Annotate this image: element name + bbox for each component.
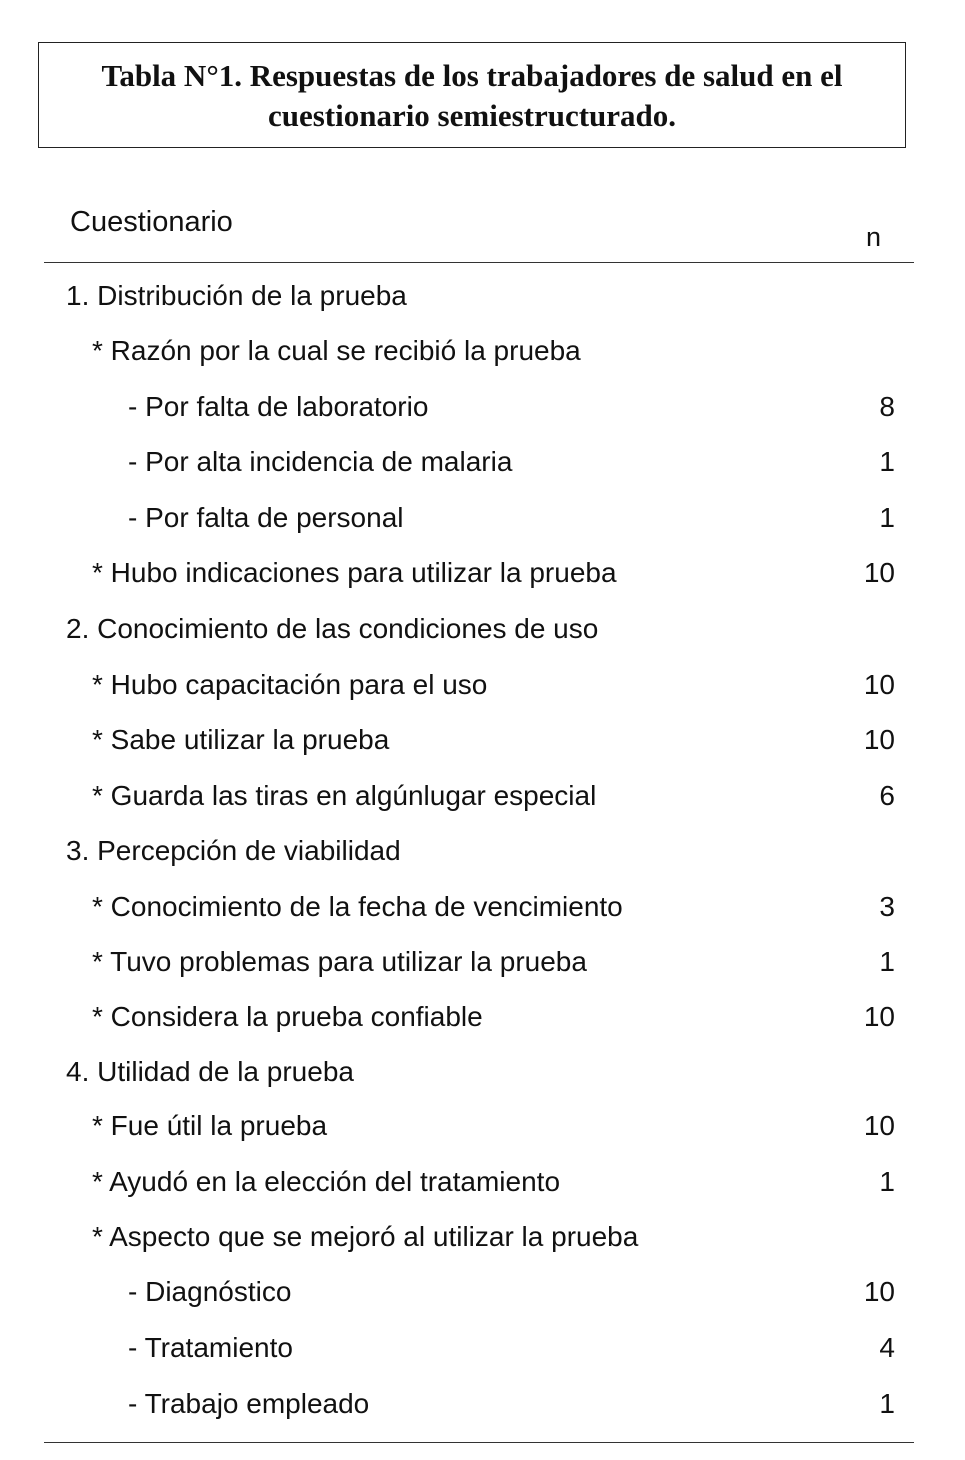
table-row <box>0 776 965 816</box>
table-row <box>0 387 965 427</box>
row-label: * Conocimiento de la fecha de vencimiento <box>92 891 623 922</box>
row-value: 1 <box>879 1388 895 1419</box>
row-label: * Considera la prueba confiable <box>92 1001 483 1032</box>
row-label: - Por alta incidencia de malaria <box>128 446 513 477</box>
table-bottom-rule <box>44 1442 914 1443</box>
table-row <box>0 1272 965 1312</box>
row-label: 2. Conocimiento de las condiciones de uso <box>66 613 599 644</box>
row-label: - Por falta de laboratorio <box>128 391 429 422</box>
table-row <box>0 1162 965 1202</box>
row-value: 10 <box>863 1001 895 1032</box>
row-label: * Aspecto que se mejoró al utilizar la prueba <box>92 1221 639 1252</box>
row-value: 1 <box>879 446 895 477</box>
row-label: - Trabajo empleado <box>128 1388 370 1419</box>
table-row <box>0 1106 965 1146</box>
table-title-line-1: Tabla N°1. Respuestas de los trabajadores de salud en el <box>101 58 843 93</box>
column-header-cuestionario: Cuestionario <box>70 206 233 238</box>
row-label: * Hubo capacitación para el uso <box>92 669 488 700</box>
row-label: * Ayudó en la elección del tratamiento <box>92 1166 561 1197</box>
table-row <box>0 442 965 482</box>
table-row <box>0 331 965 371</box>
table-title-box <box>38 42 906 148</box>
row-label: - Por falta de personal <box>128 502 404 533</box>
table-row <box>0 1217 965 1257</box>
row-value: 4 <box>879 1332 895 1363</box>
section-row-distribucion <box>0 276 965 316</box>
table-row <box>0 997 965 1037</box>
row-value: 6 <box>879 780 895 811</box>
table-row <box>0 553 965 593</box>
row-label: * Guarda las tiras en algúnlugar especial <box>92 780 597 811</box>
row-value: 10 <box>863 1276 895 1307</box>
row-value: 10 <box>863 1110 895 1141</box>
row-label: * Tuvo problemas para utilizar la prueba <box>92 946 587 977</box>
table-top-rule <box>44 262 914 263</box>
row-label: - Tratamiento <box>128 1332 293 1363</box>
row-label: 4. Utilidad de la prueba <box>66 1056 354 1087</box>
row-label: 1. Distribución de la prueba <box>66 280 407 311</box>
row-label: * Hubo indicaciones para utilizar la prueba <box>92 557 617 588</box>
row-label: - Diagnóstico <box>128 1276 292 1307</box>
row-label: * Razón por la cual se recibió la prueba <box>92 335 581 366</box>
table-title-line-2: cuestionario semiestructurado. <box>267 98 677 133</box>
table-row <box>0 498 965 538</box>
table-row <box>0 665 965 705</box>
table-row <box>0 1384 965 1424</box>
section-row-percepcion <box>0 831 965 871</box>
table-row <box>0 720 965 760</box>
row-label: 3. Percepción de viabilidad <box>66 835 401 866</box>
row-value: 3 <box>879 891 895 922</box>
row-value: 10 <box>863 669 895 700</box>
section-row-utilidad <box>0 1052 965 1092</box>
section-row-conocimiento <box>0 609 965 649</box>
row-value: 10 <box>863 724 895 755</box>
table-row <box>0 887 965 927</box>
row-value: 1 <box>879 946 895 977</box>
row-value: 1 <box>879 502 895 533</box>
table-row <box>0 1328 965 1368</box>
table-row <box>0 942 965 982</box>
row-value: 10 <box>863 557 895 588</box>
row-value: 8 <box>879 391 895 422</box>
row-value: 1 <box>879 1166 895 1197</box>
row-label: * Sabe utilizar la prueba <box>92 724 390 755</box>
column-header-n: n <box>866 222 882 252</box>
row-label: * Fue útil la prueba <box>92 1110 328 1141</box>
